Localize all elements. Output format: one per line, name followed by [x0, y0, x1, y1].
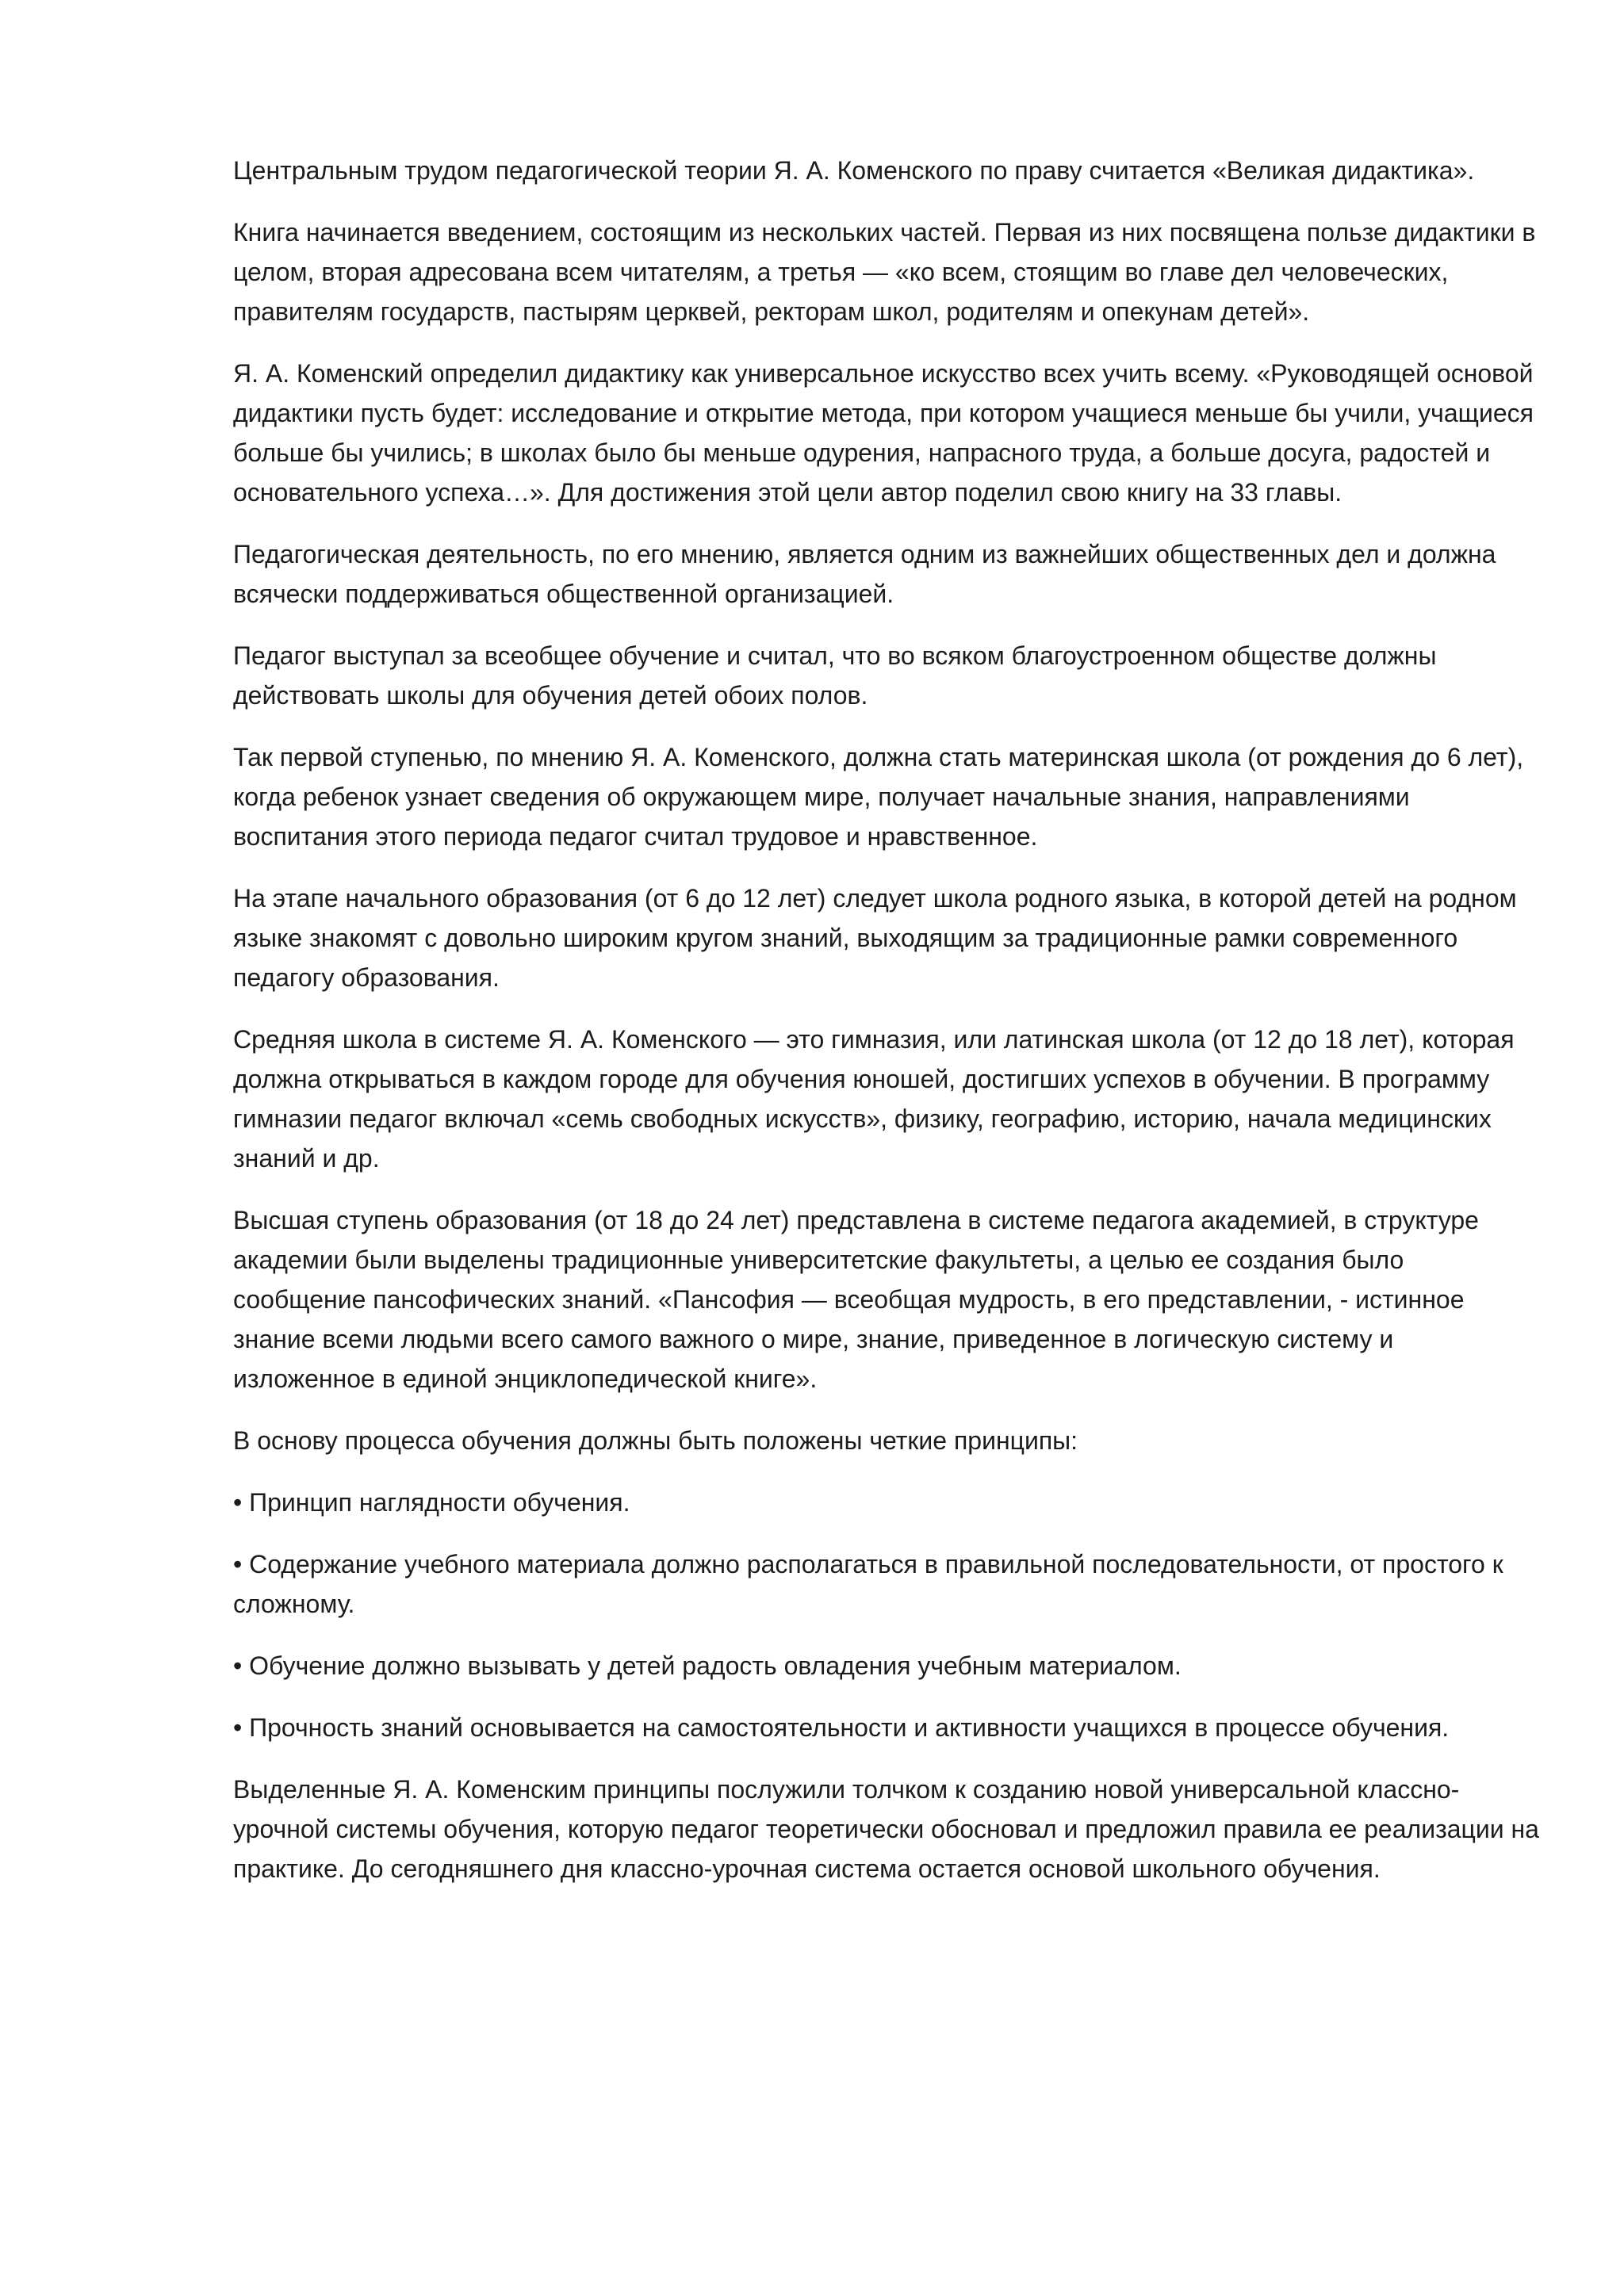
paragraph-universal-education: Педагог выступал за всеобщее обучение и считал, что во всяком благоустроенном обществе должны действовать школы для обучения детей обоих полов. [233, 641, 1437, 710]
list-item-principle-independence: • Прочность знаний основывается на самостоятельности и активности учащихся в процессе обучения. [233, 1713, 1450, 1742]
list-item-principle-sequence: • Содержание учебного материала должно располагаться в правильной последовательности, от простого к сложному. [233, 1550, 1503, 1618]
paragraph-intro: Центральным трудом педагогической теории Я. А. Коменского по праву считается «Великая дидактика». [233, 156, 1475, 185]
paragraph-didactics-definition: Я. А. Коменский определил дидактику как универсальное искусство всех учить всему. «Руководящей основой дидактики пусть будет: исследование и открытие метода, при котором учащиеся меньше бы учили, учащиеся больше бы учились; в школах было бы меньше одурения, напрасного труда, а больше досуга, радостей и основательного успеха…». Для достижения этой цели автор поделил свою книгу на 33 главы. [233, 359, 1534, 507]
list-item-principle-visual: • Принцип наглядности обучения. [233, 1488, 630, 1517]
paragraph-book-intro: Книга начинается введением, состоящим из нескольких частей. Первая из них посвящена пользе дидактики в целом, вторая адресована всем читателям, а третья — «ко всем, стоящим во главе дел человеческих, правителям государств, пастырям церквей, ректорам школ, родителям и опекунам детей». [233, 218, 1536, 326]
paragraph-academy: Высшая ступень образования (от 18 до 24 лет) представлена в системе педагога академией, в структуре академии были выделены традиционные университетские факультеты, а целью ее создания было сообщение пансофических знаний. «Пансофия — всеобщая мудрость, в его представлении, - истинное знание всеми людьми всего самого важного о мире, знание, приведенное в логическую систему и изложенное в единой энциклопедической книге». [233, 1206, 1479, 1393]
paragraph-conclusion: Выделенные Я. А. Коменским принципы послужили толчком к созданию новой универсальной классно-урочной системы обучения, которую педагог теоретически обосновал и предложил правила ее реализации на практике. До сегодняшнего дня классно-урочная система остается основой школьного обучения. [233, 1775, 1539, 1883]
paragraph-gymnasium: Средняя школа в системе Я. А. Коменского — это гимназия, или латинская школа (от 12 до 18 лет), которая должна открываться в каждом городе для обучения юношей, достигших успехов в обучении. В программу гимназии педагог включал «семь свободных искусств», физику, географию, историю, начала медицинских знаний и др. [233, 1025, 1515, 1173]
paragraph-principles-intro: В основу процесса обучения должны быть положены четкие принципы: [233, 1426, 1078, 1455]
list-item-principle-joy: • Обучение должно вызывать у детей радость овладения учебным материалом. [233, 1651, 1182, 1680]
document-body [233, 151, 1542, 1911]
paragraph-pedagogical-activity: Педагогическая деятельность, по его мнению, является одним из важнейших общественных дел и должна всячески поддерживаться общественной организацией. [233, 540, 1496, 608]
paragraph-mother-school: Так первой ступенью, по мнению Я. А. Коменского, должна стать материнская школа (от рождения до 6 лет), когда ребенок узнает сведения об окружающем мире, получает начальные знания, направлениями воспитания этого периода педагог считал трудовое и нравственное. [233, 743, 1524, 851]
paragraph-native-language-school: На этапе начального образования (от 6 до 12 лет) следует школа родного языка, в которой детей на родном языке знакомят с довольно широким кругом знаний, выходящим за традиционные рамки современного педагогу образования. [233, 884, 1517, 992]
